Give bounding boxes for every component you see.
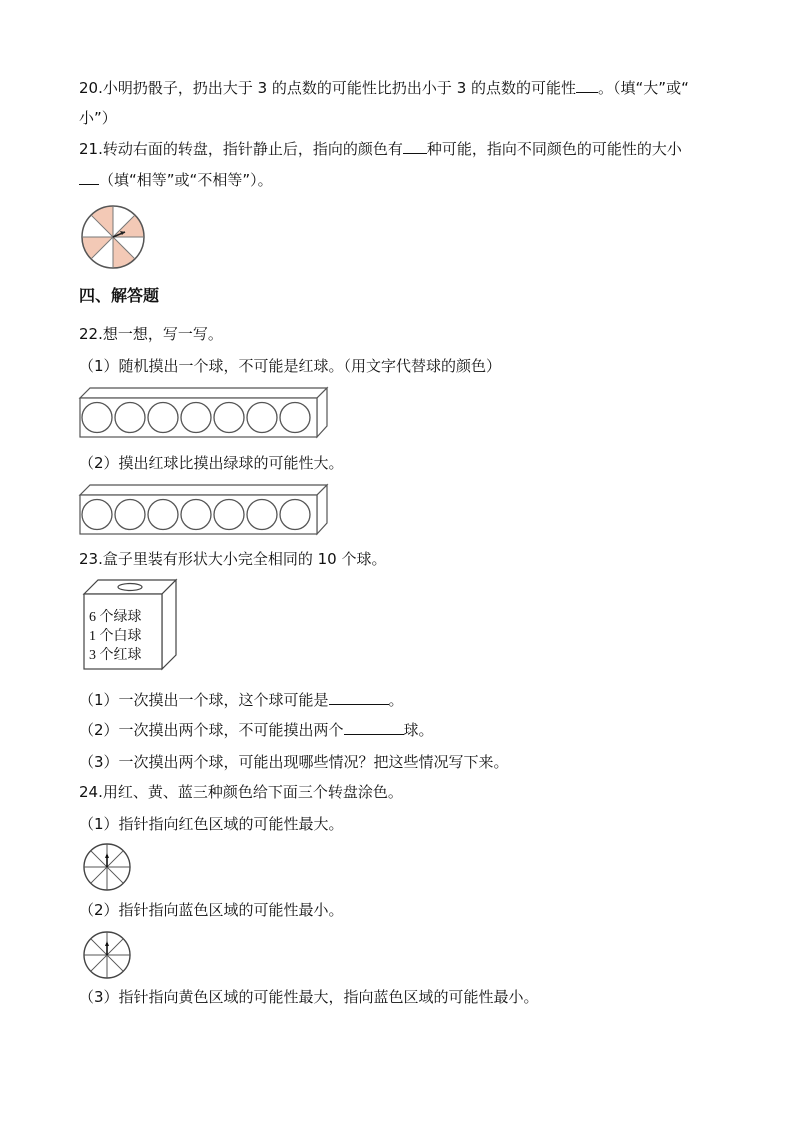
spinner-shaded-sector [91, 206, 113, 237]
q22-part2: （2）摸出红球比摸出绿球的可能性大。 [79, 454, 344, 472]
spinner-shaded-sector [113, 237, 135, 268]
ball-tube-1-icon [80, 388, 330, 440]
q24-part3: （3）指针指向黄色区域的可能性最大，指向蓝色区域的可能性最小。 [79, 988, 539, 1006]
q21-blank-equal[interactable] [79, 170, 99, 185]
q24-part2: （2）指针指向蓝色区域的可能性最小。 [79, 901, 344, 919]
spinner-blank-1-icon [83, 843, 131, 891]
q22-stem: 22.想一想，写一写。 [79, 325, 223, 343]
q23-part2-end: 球。 [403, 721, 434, 739]
q21-text-c: （填“相等”或“不相等”）。 [99, 171, 273, 189]
q21-blank-count[interactable] [403, 139, 427, 154]
spinner-shaded-sector [82, 237, 113, 259]
q23-part1 [79, 690, 404, 710]
box-label-green: 6 个绿球 [89, 610, 142, 625]
q21-line2 [79, 170, 273, 190]
q20-text-a: 20.小明扔骰子，扔出大于 3 的点数的可能性比扔出小于 3 的点数的可能性 [79, 79, 577, 97]
spinner-blank-2-icon [83, 931, 131, 979]
q23-stem: 23.盒子里装有形状大小完全相同的 10 个球。 [79, 550, 387, 568]
q23-part2-text: （2）一次摸出两个球，不可能摸出两个 [79, 721, 344, 739]
q21-text-a: 21.转动右面的转盘，指针静止后，指向的颜色有 [79, 140, 403, 158]
q23-part1-text: （1）一次摸出一个球，这个球可能是 [79, 691, 329, 709]
box-label-red: 3 个红球 [89, 648, 142, 663]
q20-line2: 小”） [79, 109, 117, 127]
q23-part2 [79, 720, 434, 740]
spinner-shaded-sector [113, 215, 144, 237]
section-heading: 四、解答题 [79, 286, 160, 305]
q23-part3: （3）一次摸出两个球，可能出现哪些情况？把这些情况写下来。 [79, 753, 509, 771]
q20-answer-blank[interactable] [576, 78, 598, 93]
q21-line1 [79, 139, 682, 159]
q21-text-b: 种可能，指向不同颜色的可能性的大小 [426, 140, 682, 158]
q22-part1: （1）随机摸出一个球，不可能是红球。（用文字代替球的颜色） [79, 357, 502, 375]
q23-part2-blank[interactable] [344, 720, 404, 735]
ball-tube-2-icon [80, 485, 330, 537]
q21-spinner-icon [81, 205, 145, 269]
q23-part1-end: 。 [388, 691, 404, 709]
q24-stem: 24.用红、黄、蓝三种颜色给下面三个转盘涂色。 [79, 783, 403, 801]
q23-part1-blank[interactable] [329, 690, 389, 705]
q20-text-b: 。（填“大”或“ [598, 79, 689, 97]
q24-part1: （1）指针指向红色区域的可能性最大。 [79, 815, 344, 833]
box-label-white: 1 个白球 [89, 629, 142, 644]
q20-line1 [79, 78, 689, 98]
